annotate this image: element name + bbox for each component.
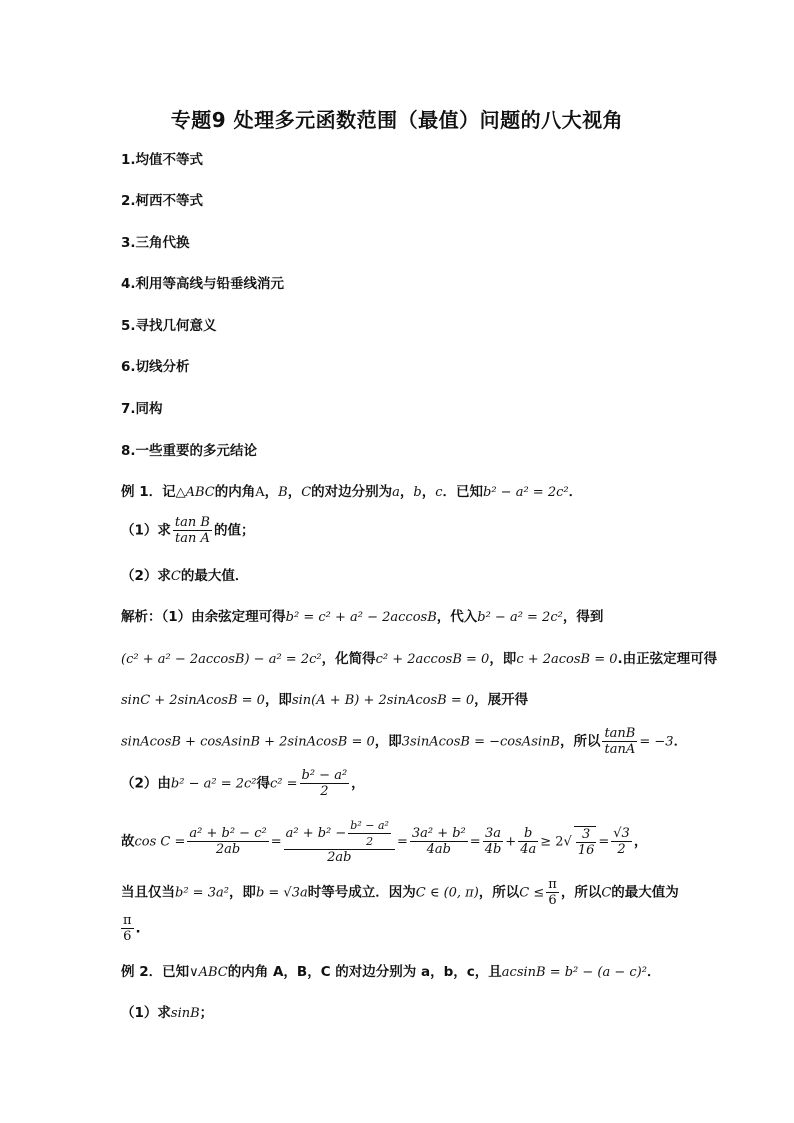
fraction: $\frac{3}{16}$ xyxy=(574,826,597,858)
list-item: 6.切线分析 xyxy=(121,359,190,375)
fraction: a² + b² − $\frac{\text{b² − a²}}{2}$ 2ab xyxy=(284,818,395,865)
solution-line-4: sinAcosB + cosAsinB + 2sinAcosB = 0，即3sinAcosB = −cosAsinB，所以 $\frac{\tan B}{\tan A}$ = −3． xyxy=(121,726,688,757)
list-item: 4.利用等高线与铅垂线消元 xyxy=(121,276,285,292)
fraction: $\frac{\pi}{6}$ xyxy=(548,877,557,908)
fraction: $\frac{\text{3a² + b²}}{4ab}$ xyxy=(411,826,466,857)
solution-line-7: 当且仅当b² = 3a²，即b = √3a时等号成立．因为C ∈ (0, π)，所以C ≤ $\frac{\pi}{6}$ ，所以C的最大值为 xyxy=(121,877,679,908)
example-1-question-1: （1）求 $\frac{\text{tan B}}{\text{tan A}}$ 的值； xyxy=(121,515,255,546)
list-item: 3.三角代换 xyxy=(121,235,190,251)
list-item: 8.一些重要的多元结论 xyxy=(121,443,258,459)
example-2-statement: 例 2．已知∨ABC的内角 A，B，C 的对边分别为 a，b，c，且acsinB = b² − (a − c)²． xyxy=(121,964,661,980)
example-2-question-1: （1）求sinB； xyxy=(121,1005,214,1021)
list-item: 5.寻找几何意义 xyxy=(121,318,217,334)
example-1-statement: 例 1．记△ABC的内角A，B，C的对边分别为a，b，c．已知b² − a² = 2c²． xyxy=(121,484,583,500)
fraction: $\frac{\pi}{6}$ xyxy=(123,913,132,944)
fraction: $\frac{3a}{4b}$ xyxy=(484,826,502,857)
list-item: 1.均值不等式 xyxy=(121,152,204,168)
list-item: 2.柯西不等式 xyxy=(121,193,204,209)
fraction: $\frac{\text{a² + b² − c²}}{2ab}$ xyxy=(189,826,267,857)
fraction: $\frac{\text{tan B}}{\text{tan A}}$ xyxy=(174,515,210,546)
example-1-question-2: （2）求C的最大值． xyxy=(121,568,249,584)
solution-line-2: (c² + a² − 2accosB) − a² = 2c²，化简得c² + 2accosB = 0，即c + 2acosB = 0.由正弦定理可得 xyxy=(121,651,718,667)
fraction: $\frac{\tan B}{\tan A}$ xyxy=(604,726,636,757)
solution-line-6: 故cos C = $\frac{\text{a² + b² − c²}}{2ab}$ = a² + b² − $\frac{\text{b² − a²}}{2}$ 2ab = $\frac{\text{3a² + b²}}{4ab}$ = $\frac{3a}{4b}$ + $\frac{b}{4a}$ ≥ 2√ $\frac{3}{16}$ = $\frac{√3}{2}$ ， xyxy=(121,819,648,865)
page-title: 专题9 处理多元函数范围（最值）问题的八大视角 xyxy=(170,108,624,132)
fraction: $\frac{\text{b² − a²}}{2}$ xyxy=(301,768,348,799)
solution-line-1: 解析：（1）由余弦定理可得b² = c² + a² − 2accosB，代入b² − a² = 2c²，得到 xyxy=(121,609,604,625)
solution-line-3: sinC + 2sinAcosB = 0，即sin(A + B) + 2sinAcosB = 0，展开得 xyxy=(121,692,529,708)
fraction: $\frac{b}{4a}$ xyxy=(520,826,537,857)
fraction: $\frac{√3}{2}$ xyxy=(613,826,630,857)
solution-line-5: （2）由b² − a² = 2c²得c² = $\frac{\text{b² − a²}}{2}$ ， xyxy=(121,768,365,799)
solution-line-8: $\frac{\pi}{6}$ . xyxy=(123,913,141,944)
list-item: 7.同构 xyxy=(121,401,163,417)
